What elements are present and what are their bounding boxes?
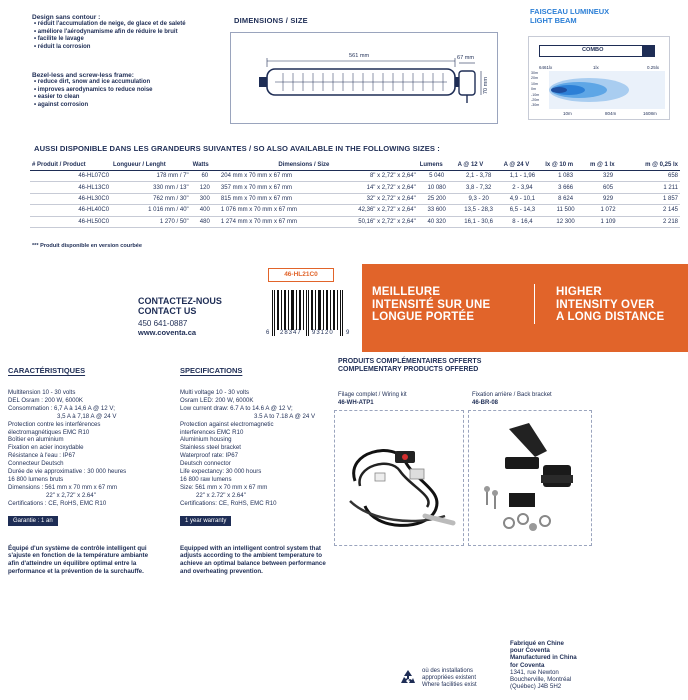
- spec-line: Boîtier en aluminium: [8, 436, 64, 444]
- beam-top-label: 1lx: [593, 65, 599, 70]
- table-cell: 2 145: [628, 205, 680, 216]
- made-in-line: pour Coventa: [510, 647, 550, 655]
- spec-line: Consommation : 6,7 A à 14,6 A @ 12 V;: [8, 404, 115, 412]
- table-cell: 658: [628, 171, 680, 182]
- feature-item: • reduce dirt, snow and ice accumulation: [34, 79, 222, 87]
- address-line: (Québec) J4B 5H2: [510, 683, 562, 691]
- table-cell: 605: [588, 182, 628, 193]
- table-cell: 1 016 mm / 40": [111, 205, 191, 216]
- spec-line: Connecteur Deutsch: [8, 460, 64, 468]
- barcode-digit: 28347: [280, 330, 302, 336]
- table-cell: 1 072: [588, 205, 628, 216]
- col-header: m @ 0,25 lx: [628, 160, 680, 171]
- spec-line: Certifications : CE, RoHS, EMC R10: [8, 499, 107, 507]
- specs-fr-list: [8, 389, 168, 508]
- table-cell: 480: [191, 216, 219, 227]
- table-cell: 1,1 - 1,96: [502, 171, 544, 182]
- features-fr-title: Design sans contour :: [32, 14, 101, 21]
- table-cell: 4,9 - 10,1: [502, 193, 544, 204]
- barcode-digit: 93120: [312, 330, 334, 336]
- feature-item: • réduit la corrosion: [34, 44, 222, 52]
- table-cell: 929: [588, 193, 628, 204]
- table-cell: 13,5 - 28,3: [456, 205, 502, 216]
- back-bracket-image: [468, 410, 592, 546]
- beam-title-line2: LIGHT BEAM: [530, 15, 577, 25]
- beam-y-axis: [531, 71, 539, 109]
- feature-item: • réduit l'accumulation de neige, de glace et de saleté: [34, 21, 222, 29]
- table-cell: 1 211: [628, 182, 680, 193]
- intensity-banner: [362, 264, 688, 352]
- complementary-title-fr: PRODUITS COMPLÉMENTAIRES OFFERTS: [338, 358, 482, 365]
- banner-line: A LONG DISTANCE: [556, 311, 665, 323]
- warranty-badge-fr: Garantie : 1 an: [8, 516, 58, 526]
- table-cell: 204 mm x 70 mm x 67 mm: [219, 171, 331, 182]
- feature-item: • facilite le lavage: [34, 36, 222, 44]
- specs-fr: [8, 366, 168, 576]
- address-line: 1341, rue Newton: [510, 668, 559, 676]
- length-label: 561 mm: [349, 53, 370, 59]
- spec-line: Fixation en acier inoxydable: [8, 444, 84, 452]
- spec-line: 22" x 2,72" x 2.64": [46, 491, 96, 499]
- specs-en: [180, 366, 330, 576]
- spec-line: Osram LED: 200 W, 6000K: [180, 396, 254, 404]
- sizes-table-wrap: [30, 160, 680, 228]
- table-cell: 2 218: [628, 216, 680, 227]
- col-header: A @ 12 V: [456, 160, 502, 171]
- beam-x-label: 1608m: [643, 111, 657, 116]
- beam-x-label: 10m: [563, 111, 572, 116]
- beam-mode-swatch: [642, 46, 654, 56]
- sizes-footnote: *** Produit disponible en version courbée: [32, 243, 143, 249]
- table-cell: 40 320: [418, 216, 456, 227]
- beam-y-label: 10m: [531, 81, 538, 86]
- sizes-title: AUSSI DISPONIBLE DANS LES GRANDEURS SUIVANTES / SO ALSO AVAILABLE IN THE FOLLOWING SIZES :: [34, 144, 440, 153]
- table-cell: 178 mm / 7": [111, 171, 191, 182]
- spec-line: Life expectancy: 30 000 hours: [180, 468, 262, 476]
- barcode-digit: 9: [346, 330, 350, 336]
- table-cell: 1 270 / 50": [111, 216, 191, 227]
- banner-line: HIGHER: [556, 286, 602, 298]
- table-cell: 33 600: [418, 205, 456, 216]
- beam-y-label: 30m: [531, 71, 538, 75]
- spec-line: 3,5 A à 7,18 A @ 24 V: [57, 412, 117, 420]
- contact-website[interactable]: www.coventa.ca: [138, 328, 197, 337]
- spec-line: Certifications: CE, RoHS, EMC R10: [180, 499, 277, 507]
- contact-title-fr: CONTACTEZ-NOUS: [138, 296, 222, 306]
- address-line: Boucherville, Montréal: [510, 676, 572, 684]
- banner-line: INTENSITÉ SUR UNE: [372, 298, 491, 311]
- table-cell: 8 624: [543, 193, 588, 204]
- table-cell: 46-HL40C0: [30, 205, 111, 216]
- table-cell: 1 274 mm x 70 mm x 67 mm: [219, 216, 331, 227]
- table-cell: 6,5 - 14,3: [502, 205, 544, 216]
- features-en-title: Bezel-less and screw-less frame:: [32, 72, 134, 79]
- spec-line: Low current draw: 6.7 A to 14.6 A @ 12 V;: [180, 404, 293, 412]
- spec-line: 3.5 A to 7.18 A @ 24 V: [254, 412, 316, 420]
- barcode: [266, 290, 350, 346]
- spec-line: Aluminium housing: [180, 436, 232, 444]
- table-cell: 1 076 mm x 70 mm x 67 mm: [219, 205, 331, 216]
- table-cell: 8 - 16,4: [502, 216, 544, 227]
- made-in-line: Manufactured in China: [510, 654, 577, 662]
- col-header: [331, 160, 417, 171]
- table-row: [30, 193, 680, 204]
- made-in: [510, 640, 577, 690]
- feature-item: • easier to clean: [34, 94, 222, 102]
- table-cell: 120: [191, 182, 219, 193]
- table-row: [30, 216, 680, 227]
- table-cell: 762 mm / 30": [111, 193, 191, 204]
- specs-en-title: SPECIFICATIONS: [180, 366, 243, 375]
- table-row: [30, 182, 680, 193]
- features-fr: [32, 14, 222, 51]
- table-cell: 300: [191, 193, 219, 204]
- specs-fr-paragraph: Équipé d'un système de contrôle intelligent qui s'ajuste en fonction de la température ambiante afin d'atteindre un équilibre optimal entre la performance et la prévention de la surchauffe.: [8, 544, 149, 575]
- spec-line: Size: 561 mm x 70 mm x 67 mm: [180, 483, 268, 491]
- banner-en: [556, 286, 664, 324]
- spec-line: Deutsch connector: [180, 460, 231, 468]
- warranty-badge-en: 1 year warranty: [180, 516, 231, 526]
- wiring-kit-illustration: [335, 411, 465, 547]
- table-cell: 9,3 - 20: [456, 193, 502, 204]
- made-in-line: Fabriqué en Chine: [510, 640, 564, 647]
- light-bar-drawing: [231, 33, 499, 125]
- beam-y-label: -20m: [531, 98, 540, 103]
- beam-y-label: 20m: [531, 76, 538, 81]
- table-cell: 2,1 - 3,78: [456, 171, 502, 182]
- table-cell: 2 - 3,94: [502, 182, 544, 193]
- wiring-kit-label: Filage complet / Wiring kit: [338, 392, 407, 398]
- table-cell: 3 666: [543, 182, 588, 193]
- spec-line: Stainless steel bracket: [180, 444, 241, 452]
- recycle-line: appropriées existent: [422, 675, 477, 681]
- specs-en-paragraph: Equipped with an intelligent control system that adjusts according to the ambient temperature to achieve an optimal balance between performance and overheating prevention.: [180, 544, 326, 575]
- spec-line: interferences EMC R10: [180, 428, 244, 436]
- table-row: [30, 171, 680, 182]
- table-cell: 50,16" x 2,72" x 2,64": [331, 216, 417, 227]
- col-header: A @ 24 V: [502, 160, 544, 171]
- beam-mode-box: [539, 45, 655, 57]
- beam-y-label: 0m: [531, 87, 536, 92]
- feature-item: • improves aerodynamics to reduce noise: [34, 87, 222, 95]
- table-cell: 25 200: [418, 193, 456, 204]
- table-cell: 14" x 2,72" x 2,64": [331, 182, 417, 193]
- made-in-line: for Coventa: [510, 661, 545, 669]
- barcode-digit: 6: [266, 330, 270, 336]
- product-code: 46-HL21C0: [268, 268, 334, 282]
- table-cell: 330 mm / 13": [111, 182, 191, 193]
- wiring-kit-code: 46-WH-ATP1: [338, 400, 374, 406]
- contact-phone[interactable]: 450 641-0887: [138, 319, 188, 328]
- spec-line: DEL Osram : 200 W, 6000K: [8, 396, 83, 404]
- spec-line: Multi voltage 10 - 30 volts: [180, 389, 250, 396]
- sizes-table: [30, 160, 680, 228]
- col-header: # Produit / Product: [30, 160, 111, 171]
- spec-line: 16 800 raw lumens: [180, 475, 232, 483]
- beam-title: [530, 8, 609, 25]
- back-bracket-label: Fixation arrière / Back bracket: [472, 392, 552, 398]
- recycle-note: [422, 668, 477, 689]
- spec-line: Protection contre les interférences: [8, 420, 101, 428]
- table-cell: 32" x 2,72" x 2,64": [331, 193, 417, 204]
- complementary-title-en: COMPLEMENTARY PRODUCTS OFFERED: [338, 366, 479, 373]
- table-cell: 5 040: [418, 171, 456, 182]
- col-header: Watts: [191, 160, 219, 171]
- depth-label: 67 mm: [457, 55, 475, 61]
- table-cell: 12 300: [543, 216, 588, 227]
- contact: [138, 296, 222, 337]
- height-label: 70 mm: [483, 77, 489, 95]
- recycle-line: où des installations: [422, 668, 474, 674]
- table-cell: 400: [191, 205, 219, 216]
- dimensions-box: [230, 32, 498, 124]
- table-cell: 60: [191, 171, 219, 182]
- table-cell: 329: [588, 171, 628, 182]
- col-header: Longueur / Lenght: [111, 160, 191, 171]
- col-header: m @ 1 lx: [588, 160, 628, 171]
- banner-divider: [534, 284, 535, 324]
- table-cell: 46-HL50C0: [30, 216, 111, 227]
- banner-line: LONGUE PORTÉE: [372, 311, 475, 323]
- spec-line: Dimensions : 561 mm x 70 mm x 67 mm: [8, 483, 118, 491]
- back-bracket-illustration: [469, 411, 593, 547]
- spec-line: 22" x 2.72" x 2.64": [196, 491, 246, 499]
- spec-line: Résistance à l'eau : IP67: [8, 452, 76, 460]
- table-cell: 16,1 - 30,6: [456, 216, 502, 227]
- table-cell: 3,8 - 7,32: [456, 182, 502, 193]
- spec-line: 16 800 lumens bruts: [8, 475, 64, 483]
- beam-y-label: -10m: [531, 92, 540, 97]
- col-header: Lumens: [418, 160, 456, 171]
- recycle-line: Where facilities exist: [422, 682, 477, 688]
- beam-mode-label: COMBO: [582, 47, 604, 53]
- banner-line: INTENSITY OVER: [556, 298, 655, 311]
- barcode-bars: [266, 290, 350, 336]
- contact-title-en: CONTACT US: [138, 306, 197, 316]
- col-header: Dimensions / Size: [219, 160, 331, 171]
- beam-top-label: 6461lx: [539, 65, 553, 70]
- table-cell: 46-HL07C0: [30, 171, 111, 182]
- table-cell: 1 857: [628, 193, 680, 204]
- complementary-title: [338, 358, 481, 374]
- spec-line: Waterproof rate: IP67: [180, 452, 239, 460]
- table-cell: 46-HL30C0: [30, 193, 111, 204]
- col-header: lx @ 10 m: [543, 160, 588, 171]
- beam-pattern: [549, 71, 669, 111]
- spec-line: Multitension 10 - 30 volts: [8, 389, 76, 396]
- beam-top-label: 0.25lx: [647, 65, 660, 70]
- beam-chart: [528, 36, 670, 120]
- beam-x-label: 804m: [605, 111, 617, 116]
- spec-line: Durée de vie approximative : 30 000 heures: [8, 468, 127, 476]
- beam-title-line1: FAISCEAU LUMINEUX: [530, 7, 610, 16]
- dimensions-title: DIMENSIONS / SIZE: [234, 16, 308, 25]
- table-cell: 8" x 2,72" x 2,64": [331, 171, 417, 182]
- specs-fr-title: CARACTÉRISTIQUES: [8, 366, 86, 375]
- beam-y-label: -30m: [531, 103, 540, 108]
- specs-en-list: [180, 389, 330, 508]
- table-cell: 357 mm x 70 mm x 67 mm: [219, 182, 331, 193]
- banner-line: MEILLEURE: [372, 286, 441, 298]
- table-cell: 42,36" x 2,72" x 2,64": [331, 205, 417, 216]
- table-cell: 46-HL13C0: [30, 182, 111, 193]
- table-cell: 10 080: [418, 182, 456, 193]
- banner-fr: [372, 286, 490, 324]
- feature-item: • against corrosion: [34, 102, 222, 110]
- table-cell: 815 mm x 70 mm x 67 mm: [219, 193, 331, 204]
- table-cell: 1 109: [588, 216, 628, 227]
- table-cell: 1 083: [543, 171, 588, 182]
- spec-line: électromagnétiques EMC R10: [8, 428, 90, 436]
- spec-line: Protection against electromagnetic: [180, 420, 274, 428]
- features-en: [32, 72, 222, 109]
- table-row: [30, 205, 680, 216]
- back-bracket-code: 46-BR-08: [472, 400, 499, 406]
- feature-item: • améliore l'aérodynamisme afin de réduire le bruit: [34, 29, 222, 37]
- wiring-kit-image: [334, 410, 464, 546]
- recycle-icon: [398, 668, 418, 693]
- table-cell: 11 500: [543, 205, 588, 216]
